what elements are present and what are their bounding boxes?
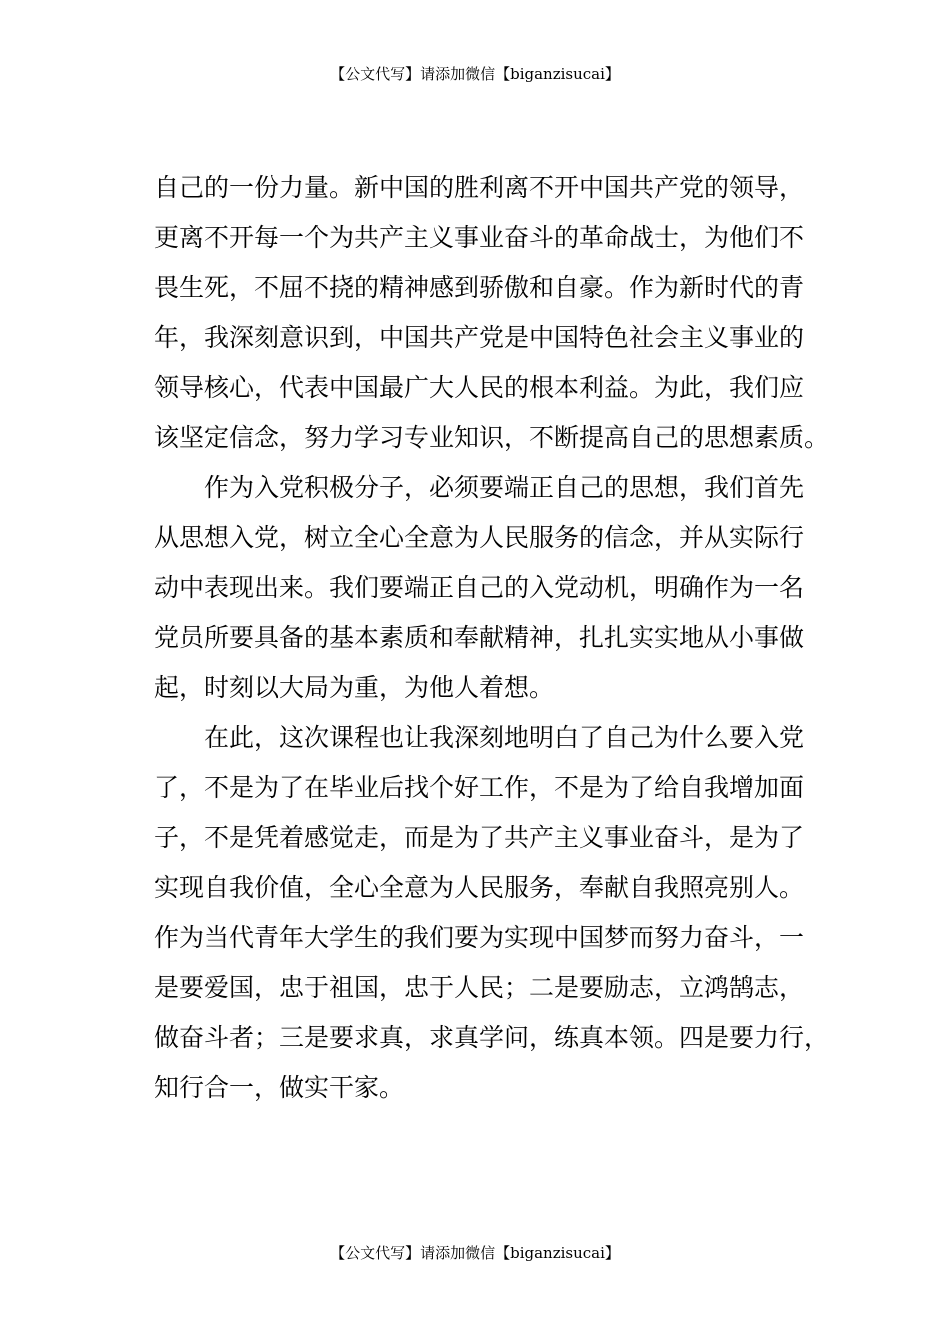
- text-line: 动中表现出来。我们要端正自己的入党动机，明确作为一名: [154, 573, 805, 602]
- text-line: 知行合一，做实干家。: [154, 1073, 405, 1102]
- text-line: 该坚定信念，努力学习专业知识，不断提高自己的思想素质。: [154, 423, 830, 452]
- paragraph-start-line: 作为入党积极分子，必须要端正自己的思想，我们首先: [204, 473, 805, 502]
- text-line: 作为当代青年大学生的我们要为实现中国梦而努力奋斗，一: [154, 923, 805, 952]
- text-line: 领导核心，代表中国最广大人民的根本利益。为此，我们应: [154, 373, 805, 402]
- text-line: 起，时刻以大局为重，为他人着想。: [154, 673, 555, 702]
- document-body: [154, 163, 844, 1113]
- text-line: 做奋斗者；三是要求真，求真学问，练真本领。四是要力行，: [154, 1023, 830, 1052]
- text-line: 年，我深刻意识到，中国共产党是中国特色社会主义事业的: [154, 323, 805, 352]
- text-line: 党员所要具备的基本素质和奉献精神，扎扎实实地从小事做: [154, 623, 805, 652]
- text-line: 实现自我价值，全心全意为人民服务，奉献自我照亮别人。: [154, 873, 805, 902]
- text-line: 畏生死，不屈不挠的精神感到骄傲和自豪。作为新时代的青: [154, 273, 805, 302]
- text-line: 是要爱国，忠于祖国，忠于人民；二是要励志，立鸿鹄志，: [154, 973, 805, 1002]
- text-line: 了，不是为了在毕业后找个好工作，不是为了给自我增加面: [154, 773, 805, 802]
- page-footer: 【公文代写】请添加微信【biganzisucai】: [330, 1244, 620, 1262]
- text-line: 子，不是凭着感觉走，而是为了共产主义事业奋斗，是为了: [154, 823, 805, 852]
- text-line: 自己的一份力量。新中国的胜利离不开中国共产党的领导，: [154, 173, 805, 202]
- paragraph-start-line: 在此，这次课程也让我深刻地明白了自己为什么要入党: [204, 723, 805, 752]
- page-header: 【公文代写】请添加微信【biganzisucai】: [330, 65, 620, 83]
- text-line: 从思想入党，树立全心全意为人民服务的信念，并从实际行: [154, 523, 805, 552]
- text-line: 更离不开每一个为共产主义事业奋斗的革命战士，为他们不: [154, 223, 805, 252]
